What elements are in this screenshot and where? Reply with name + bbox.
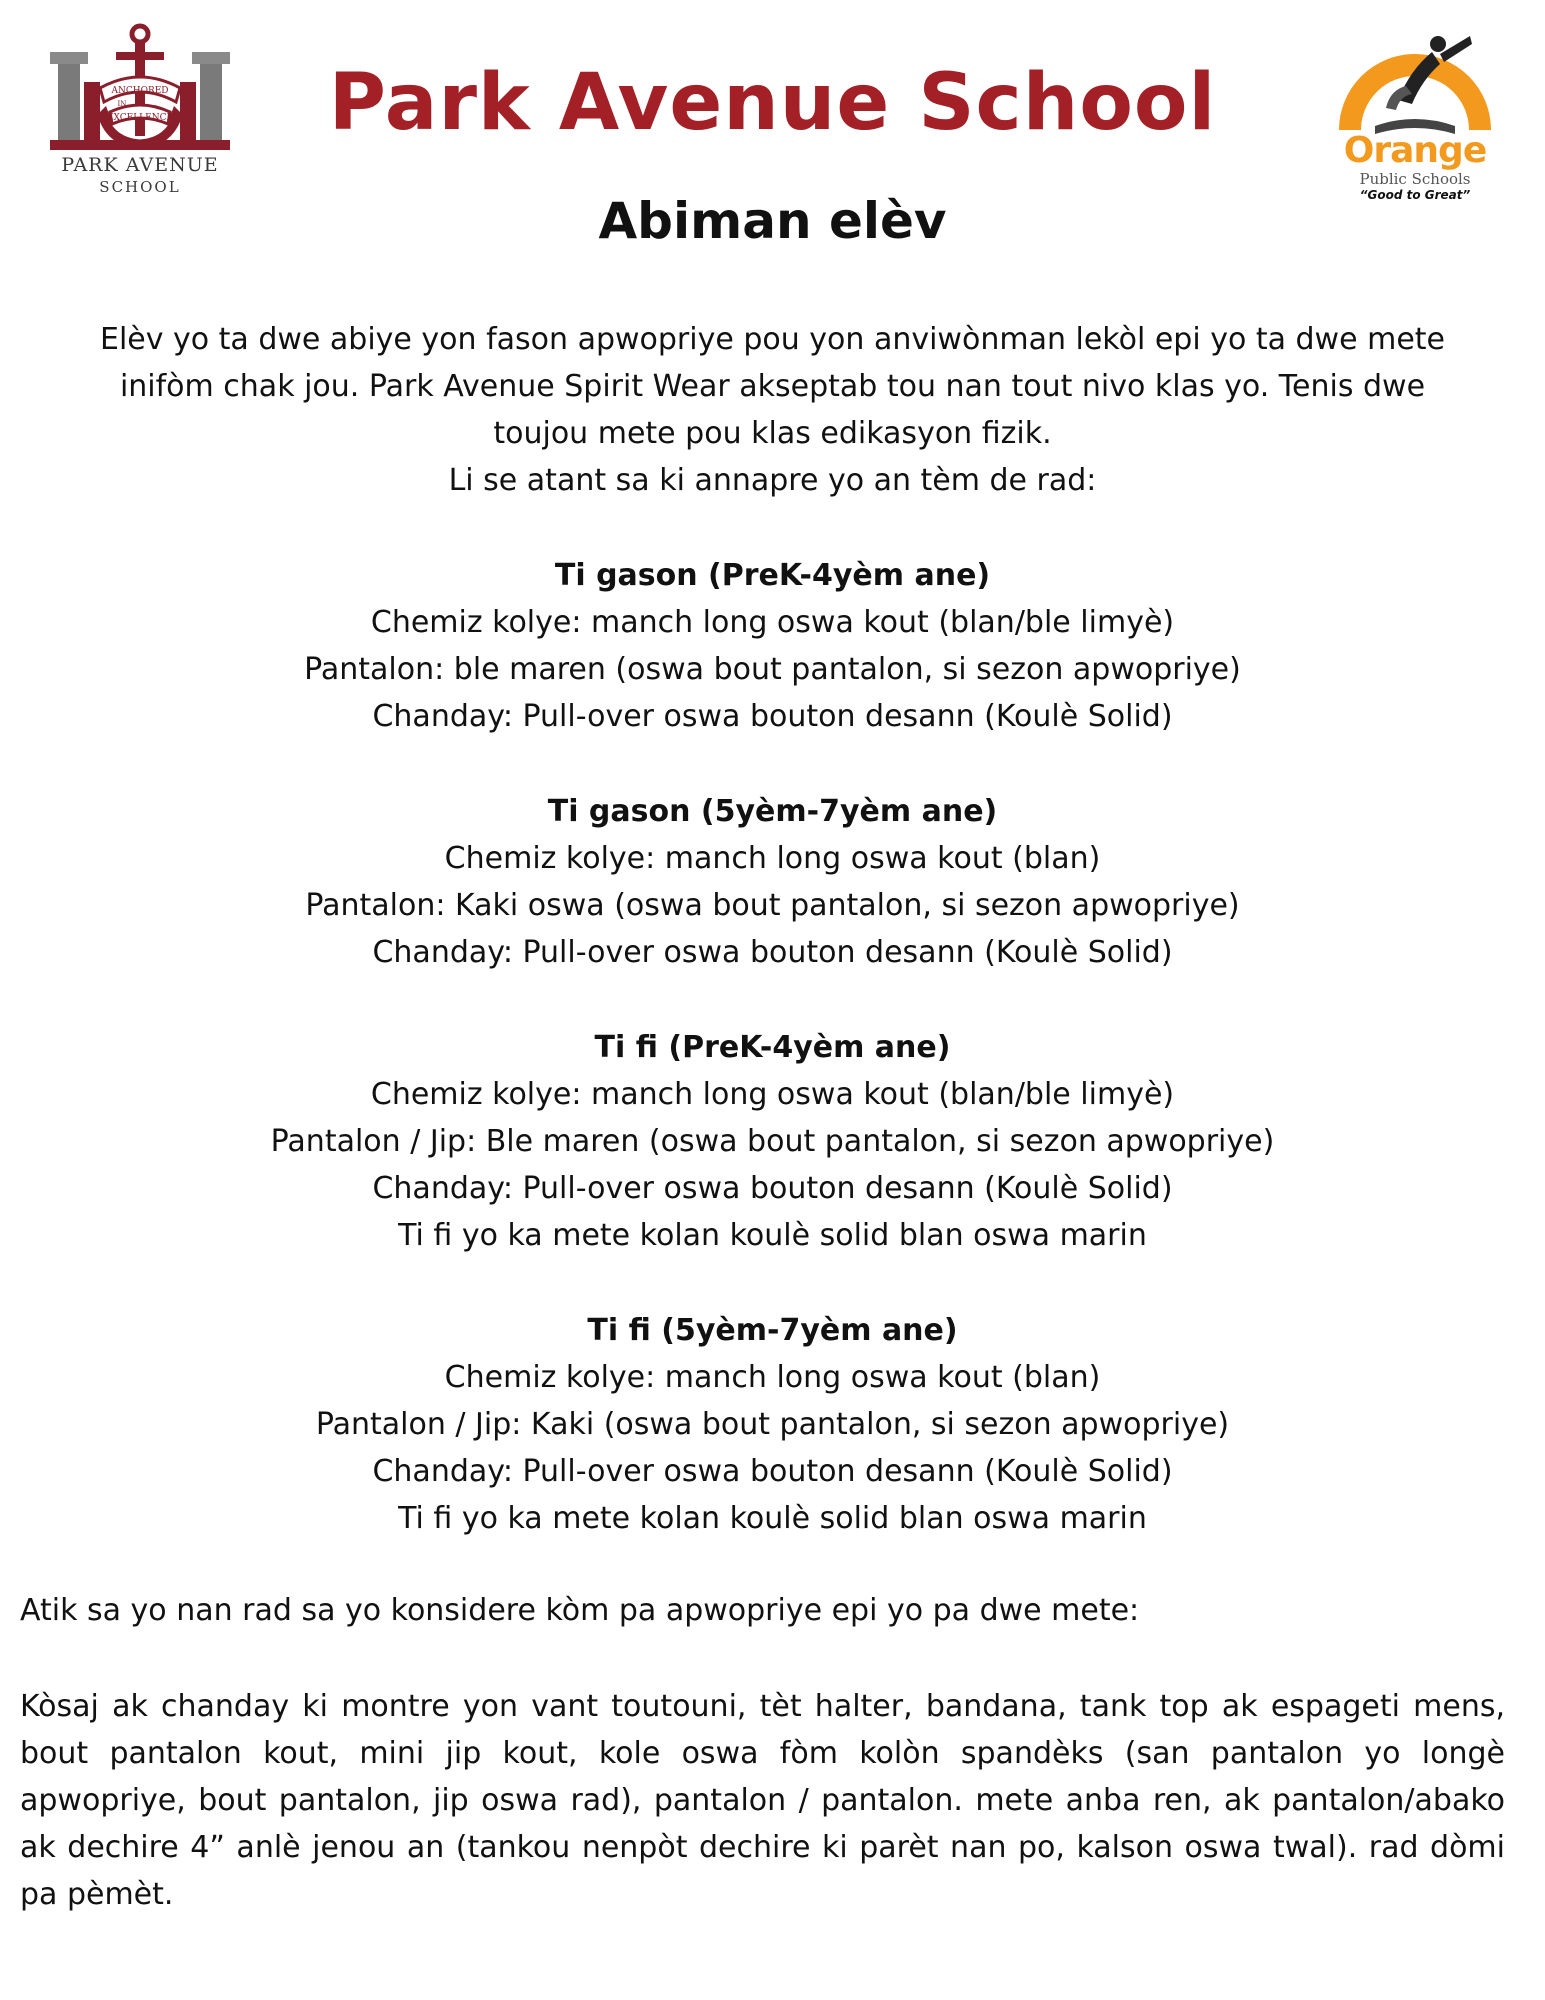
section-line: Chanday: Pull-over oswa bouton desann (Koulè Solid) — [372, 1454, 1173, 1489]
section-line: Chemiz kolye: manch long oswa kout (blan/ble limyè) — [370, 605, 1175, 640]
logo-school-name-line2: SCHOOL — [99, 178, 181, 196]
logo-school-name-line1: PARK AVENUE — [61, 154, 219, 176]
section-line: Pantalon / Jip: Ble maren (oswa bout pantalon, si sezon apwopriye) — [270, 1124, 1275, 1159]
not-allowed-intro: Atik sa yo nan rad sa yo konsidere kòm pa apwopriye epi yo pa dwe mete: — [20, 1593, 1140, 1628]
section-boys-prek-4 — [30, 552, 1515, 740]
section-girls-5-7 — [30, 1307, 1515, 1542]
intro-line: Li se atant sa ki annapre yo an tèm de rad: — [448, 463, 1097, 498]
section-line: Chemiz kolye: manch long oswa kout (blan) — [444, 841, 1101, 876]
section-line: Ti fi yo ka mete kolan koulè solid blan oswa marin — [398, 1501, 1147, 1536]
section-girls-prek-4 — [30, 1024, 1515, 1259]
section-line: Pantalon: Kaki oswa (oswa bout pantalon, si sezon apwopriye) — [305, 888, 1240, 923]
logo-brand-name: Orange — [1343, 130, 1487, 171]
intro-line: toujou mete pou klas edikasyon fizik. — [493, 416, 1052, 451]
section-line: Ti fi yo ka mete kolan koulè solid blan oswa marin — [398, 1218, 1147, 1253]
logo-brand-subtitle: Public Schools — [1359, 170, 1471, 188]
intro-line: Elèv yo ta dwe abiye yon fason apwopriye pou yon anviwònman lekòl epi yo ta dwe mete — [99, 322, 1445, 357]
orange-book-person-icon — [1320, 30, 1510, 140]
crest-motto-1: ANCHORED — [111, 86, 169, 96]
not-allowed-paragraph: Kòsaj ak chanday ki montre yon vant toutouni, tèt halter, bandana, tank top ak espageti mens, bout pantalon kout, mini jip kout, kole oswa fòm kolòn spandèks (san pantalon yo longè apwopriye, bout pantalon, jip oswa rad), pantalon / pantalon. mete anba ren, ak pantalon/abako ak dechire 4” anlè jenou an (tankou nenpòt dechire ki parèt nan po, kalson oswa twal). rad dòmi pa pèmèt. — [20, 1689, 1505, 1912]
page-subtitle: Abiman elèv — [598, 192, 947, 250]
page-title: Park Avenue School — [328, 58, 1217, 148]
crest-motto-2: IN — [117, 100, 127, 108]
section-heading: Ti gason (5yèm-7yèm ane) — [547, 794, 998, 829]
section-line: Pantalon / Jip: Kaki (oswa bout pantalon, si sezon apwopriye) — [315, 1407, 1230, 1442]
orange-public-schools-logo — [1320, 30, 1510, 210]
intro-line: inifòm chak jou. Park Avenue Spirit Wear akseptab tou nan tout nivo klas yo. Tenis dwe — [119, 369, 1426, 404]
section-heading: Ti fi (5yèm-7yèm ane) — [587, 1313, 958, 1348]
section-heading: Ti fi (PreK-4yèm ane) — [594, 1030, 951, 1065]
section-boys-5-7 — [30, 788, 1515, 976]
section-line: Chanday: Pull-over oswa bouton desann (Koulè Solid) — [372, 699, 1173, 734]
section-heading: Ti gason (PreK-4yèm ane) — [554, 558, 991, 593]
crest-motto-3: EXCELLENCE — [106, 113, 174, 123]
logo-brand-tagline: “Good to Great” — [1359, 188, 1471, 202]
section-line: Chanday: Pull-over oswa bouton desann (Koulè Solid) — [372, 935, 1173, 970]
intro-paragraph — [30, 316, 1515, 504]
section-line: Pantalon: ble maren (oswa bout pantalon, si sezon apwopriye) — [304, 652, 1241, 687]
section-line: Chemiz kolye: manch long oswa kout (blan/ble limyè) — [370, 1077, 1175, 1112]
section-line: Chemiz kolye: manch long oswa kout (blan) — [444, 1360, 1101, 1395]
section-line: Chanday: Pull-over oswa bouton desann (Koulè Solid) — [372, 1171, 1173, 1206]
